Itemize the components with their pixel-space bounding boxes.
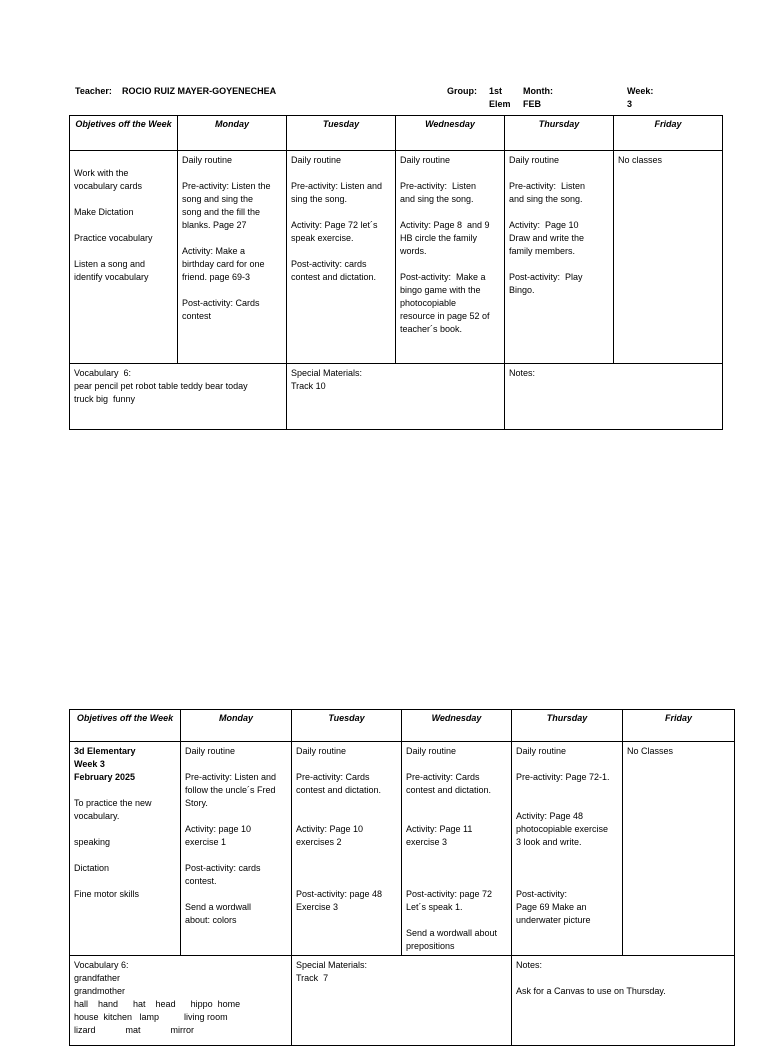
cell-line: Activity: Page 8 and 9 — [400, 220, 490, 230]
cell-line: Send a wordwall about — [406, 928, 498, 938]
friday-cell — [623, 742, 735, 956]
cell-line — [406, 758, 507, 771]
cell-line: February 2025 — [74, 772, 136, 782]
cell-line: contest. — [185, 876, 217, 886]
cell-line: Daily routine — [185, 746, 236, 756]
cell-line: Post-activity: Make a — [400, 272, 486, 282]
cell-line — [406, 810, 507, 823]
cell-line: blanks. Page 27 — [182, 220, 247, 230]
weekly-plan-table-1 — [69, 115, 723, 430]
cell-line: No classes — [618, 155, 663, 165]
cell-line: To practice the new — [74, 798, 152, 808]
wednesday-cell — [402, 742, 512, 956]
cell-line: Post-activity: cards — [291, 259, 367, 269]
objectives-list — [74, 784, 176, 901]
header-monday: Monday — [181, 710, 292, 742]
teacher-label: Teacher: — [75, 86, 112, 96]
cell-line: 3 look and write. — [516, 837, 582, 847]
cell-line: Daily routine — [182, 155, 233, 165]
cell-line: identify vocabulary — [74, 272, 149, 282]
cell-line: Activity: Page 10 — [296, 824, 364, 834]
cell-line: Make Dictation — [74, 207, 134, 217]
cell-line: Page 69 Make an — [516, 902, 587, 912]
cell-line: speaking — [74, 837, 111, 847]
cell-line: Vocabulary 6: — [74, 960, 129, 970]
cell-line: Story. — [185, 798, 208, 808]
cell-line: Activity: Make a — [182, 246, 246, 256]
month-value: FEB — [523, 99, 541, 109]
cell-line: contest and dictation. — [296, 785, 382, 795]
cell-line — [509, 206, 609, 219]
cell-line — [185, 758, 287, 771]
cell-line: Pre-activity: Listen the — [182, 181, 271, 191]
cell-line: Vocabulary 6: — [74, 368, 132, 378]
activities-row — [70, 742, 735, 956]
cell-line: Exercise 3 — [296, 902, 339, 912]
cell-line: follow the uncle´s Fred — [185, 785, 276, 795]
cell-line — [516, 849, 618, 862]
cell-line — [291, 245, 391, 258]
cell-line — [182, 232, 282, 245]
cell-line — [400, 167, 500, 180]
cell-line: 3d Elementary — [74, 746, 136, 756]
cell-line: Post-activity: Cards — [182, 298, 260, 308]
cell-line — [74, 245, 173, 258]
week-value: 3 — [627, 99, 633, 109]
cell-line: Bingo. — [509, 285, 535, 295]
weekly-plan-table-2 — [69, 709, 735, 1046]
tuesday-cell — [292, 742, 402, 956]
vocabulary-cell — [70, 956, 292, 1046]
cell-line: contest and dictation. — [406, 785, 492, 795]
header-tuesday: Tuesday — [292, 710, 402, 742]
cell-line: underwater picture — [516, 915, 591, 925]
activities-row — [70, 151, 723, 364]
cell-line — [400, 206, 500, 219]
cell-line: Fine motor skills — [74, 889, 140, 899]
cell-line: Listen a song and — [74, 259, 146, 269]
friday-cell — [614, 151, 723, 364]
thursday-cell — [512, 742, 623, 956]
wednesday-cell — [396, 151, 505, 364]
header-tuesday: Tuesday — [287, 116, 396, 151]
week-label: Week: — [627, 86, 654, 96]
cell-line — [516, 862, 618, 875]
group-value-1: 1st — [489, 86, 503, 96]
cell-line: Daily routine — [406, 746, 457, 756]
header-row — [70, 710, 735, 742]
cell-line: photocopiable — [400, 298, 457, 308]
footer-row — [70, 956, 735, 1046]
cell-line — [74, 154, 173, 167]
cell-line: exercise 1 — [185, 837, 227, 847]
cell-line: Pre-activity: Cards — [296, 772, 370, 782]
cell-line — [74, 849, 176, 862]
notes-cell — [505, 364, 723, 430]
cell-line — [74, 875, 176, 888]
cell-line — [182, 284, 282, 297]
tuesday-cell — [287, 151, 396, 364]
cell-line: grandfather — [74, 973, 121, 983]
cell-line: Daily routine — [509, 155, 560, 165]
cell-line — [291, 206, 391, 219]
thursday-cell — [505, 151, 614, 364]
cell-line: truck big funny — [74, 394, 136, 404]
cell-line: Ask for a Canvas to use on Thursday. — [516, 986, 666, 996]
cell-line — [74, 784, 176, 797]
special-materials-cell — [287, 364, 505, 430]
cell-line — [296, 810, 397, 823]
cell-line: grandmother — [74, 986, 126, 996]
cell-line — [296, 862, 397, 875]
cell-line — [516, 875, 618, 888]
cell-line: speak exercise. — [291, 233, 354, 243]
header-thursday: Thursday — [512, 710, 623, 742]
cell-line — [406, 875, 507, 888]
header-objectives: Objetives off the Week — [70, 116, 178, 151]
cell-line: vocabulary. — [74, 811, 120, 821]
cell-line: Pre-activity: Listen — [400, 181, 477, 191]
cell-line: lizard mat mirror — [74, 1025, 195, 1035]
cell-line: Activity: Page 11 — [406, 824, 473, 834]
cell-line: song and sing the — [182, 194, 254, 204]
cell-line — [509, 167, 609, 180]
cell-line: Draw and write the — [509, 233, 585, 243]
cell-line — [185, 849, 287, 862]
cell-line: Pre-activity: Listen and — [291, 181, 383, 191]
header-wednesday: Wednesday — [396, 116, 505, 151]
cell-line: Activity: Page 48 — [516, 811, 584, 821]
cell-line — [516, 972, 730, 985]
header-objectives: Objetives off the Week — [70, 710, 181, 742]
cell-line: pear pencil pet robot table teddy bear today — [74, 381, 248, 391]
cell-line: Send a wordwall — [185, 902, 252, 912]
cell-line — [406, 862, 507, 875]
cell-line: about: colors — [185, 915, 237, 925]
cell-line: Track 10 — [291, 381, 326, 391]
cell-line — [406, 797, 507, 810]
cell-line: song and the fill the — [182, 207, 261, 217]
cell-line — [296, 758, 397, 771]
cell-line: Notes: — [509, 368, 536, 378]
cell-line: vocabulary cards — [74, 181, 143, 191]
monday-cell — [181, 742, 292, 956]
cell-line: Dictation — [74, 863, 110, 873]
cell-line: Daily routine — [296, 746, 347, 756]
header-row — [70, 116, 723, 151]
cell-line: Post-activity: Play — [509, 272, 583, 282]
objectives-cell — [70, 742, 181, 956]
cell-line: Let´s speak 1. — [406, 902, 463, 912]
cell-line — [516, 784, 618, 797]
header-friday: Friday — [614, 116, 723, 151]
cell-line: Post-activity: page 48 — [296, 889, 383, 899]
footer-row — [70, 364, 723, 430]
cell-line: words. — [400, 246, 427, 256]
cell-line: exercises 2 — [296, 837, 342, 847]
cell-line: Activity: Page 72 let´s — [291, 220, 378, 230]
cell-line: Daily routine — [516, 746, 567, 756]
monday-cell — [178, 151, 287, 364]
group-label: Group: — [447, 86, 477, 96]
cell-line — [185, 810, 287, 823]
objectives-cell — [70, 151, 178, 364]
cell-line: Work with the — [74, 168, 129, 178]
cell-line — [182, 167, 282, 180]
cell-line: photocopiable exercise — [516, 824, 609, 834]
group-value-2: Elem — [489, 99, 511, 109]
cell-line — [74, 219, 173, 232]
cell-line — [400, 258, 500, 271]
cell-line: HB circle the family — [400, 233, 478, 243]
cell-line: No Classes — [627, 746, 674, 756]
cell-line: Special Materials: — [291, 368, 363, 378]
header-wednesday: Wednesday — [402, 710, 512, 742]
notes-cell — [512, 956, 735, 1046]
plan-header — [75, 85, 695, 113]
cell-line — [74, 193, 173, 206]
cell-line — [296, 849, 397, 862]
cell-line: Post-activity: — [516, 889, 568, 899]
cell-line: Track 7 — [296, 973, 329, 983]
cell-line — [74, 823, 176, 836]
cell-line: Pre-activity: Page 72-1. — [516, 772, 610, 782]
header-friday: Friday — [623, 710, 735, 742]
cell-line — [406, 849, 507, 862]
cell-line: and sing the song. — [509, 194, 583, 204]
cell-line: Post-activity: cards — [185, 863, 261, 873]
cell-line: Special Materials: — [296, 960, 368, 970]
cell-line — [296, 875, 397, 888]
cell-line: sing the song. — [291, 194, 348, 204]
teacher-name: ROCIO RUIZ MAYER-GOYENECHEA — [122, 86, 277, 96]
cell-line — [516, 758, 618, 771]
header-monday: Monday — [178, 116, 287, 151]
cell-line: contest — [182, 311, 212, 321]
cell-line: Daily routine — [291, 155, 342, 165]
cell-line: Pre-activity: Cards — [406, 772, 480, 782]
cell-line: friend. page 69-3 — [182, 272, 251, 282]
cell-line: exercise 3 — [406, 837, 448, 847]
vocabulary-cell — [70, 364, 287, 430]
cell-line — [516, 797, 618, 810]
cell-line — [296, 797, 397, 810]
cell-line: Post-activity: page 72 — [406, 889, 493, 899]
cell-line: Activity: page 10 — [185, 824, 252, 834]
cell-line: birthday card for one — [182, 259, 265, 269]
cell-line — [509, 258, 609, 271]
cell-line: family members. — [509, 246, 576, 256]
cell-line: Pre-activity: Listen and — [185, 772, 277, 782]
cell-line: teacher´s book. — [400, 324, 463, 334]
cell-line: prepositions — [406, 941, 455, 951]
header-thursday: Thursday — [505, 116, 614, 151]
cell-line: Week 3 — [74, 759, 105, 769]
cell-line: resource in page 52 of — [400, 311, 490, 321]
cell-line: bingo game with the — [400, 285, 481, 295]
cell-line — [406, 914, 507, 927]
cell-line: Daily routine — [400, 155, 451, 165]
cell-line: Activity: Page 10 — [509, 220, 579, 230]
cell-line — [185, 888, 287, 901]
cell-line: hall hand hat head hippo home — [74, 999, 241, 1009]
cell-line: Pre-activity: Listen — [509, 181, 586, 191]
cell-line: Practice vocabulary — [74, 233, 153, 243]
cell-line: house kitchen lamp living room — [74, 1012, 228, 1022]
objectives-title — [74, 745, 176, 784]
cell-line — [291, 167, 391, 180]
month-label: Month: — [523, 86, 553, 96]
special-materials-cell — [292, 956, 512, 1046]
cell-line: contest and dictation. — [291, 272, 377, 282]
cell-line: and sing the song. — [400, 194, 474, 204]
cell-line: Notes: — [516, 960, 543, 970]
